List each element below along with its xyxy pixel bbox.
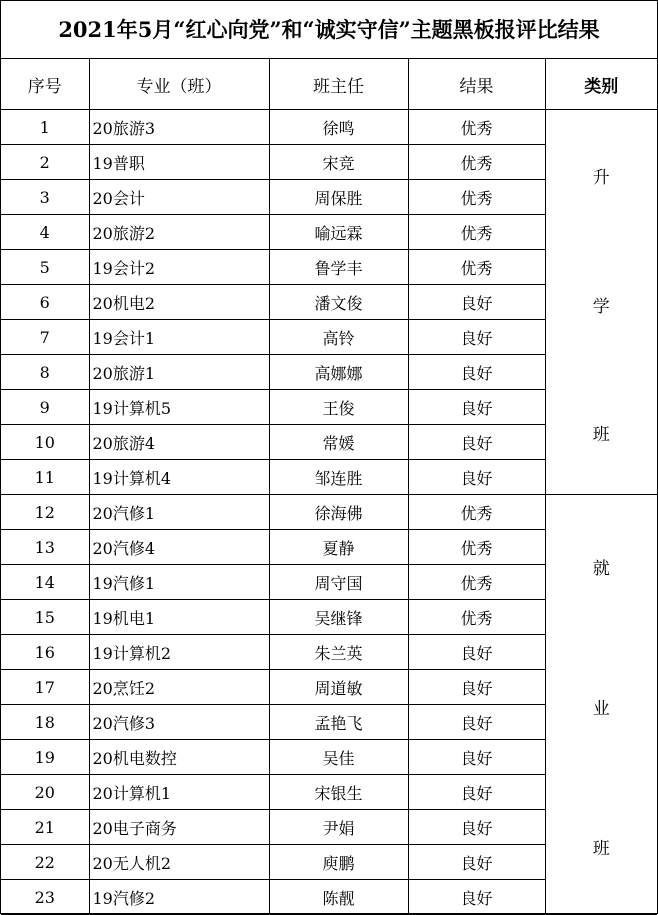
row-number: 4 bbox=[1, 215, 89, 250]
row-teacher: 王俊 bbox=[269, 390, 408, 425]
row-teacher: 宋竞 bbox=[269, 145, 408, 180]
row-result: 优秀 bbox=[408, 600, 545, 635]
header-row bbox=[1, 59, 657, 110]
row-result: 良好 bbox=[408, 635, 545, 670]
row-major: 19计算机5 bbox=[89, 390, 269, 425]
row-number: 19 bbox=[1, 740, 89, 775]
row-teacher: 常媛 bbox=[269, 425, 408, 460]
row-result: 优秀 bbox=[408, 250, 545, 285]
row-major: 19计算机4 bbox=[89, 460, 269, 495]
row-teacher: 孟艳飞 bbox=[269, 705, 408, 740]
row-teacher: 夏静 bbox=[269, 530, 408, 565]
row-major: 20旅游2 bbox=[89, 215, 269, 250]
row-result: 优秀 bbox=[408, 145, 545, 180]
row-result: 良好 bbox=[408, 845, 545, 880]
row-number: 14 bbox=[1, 565, 89, 600]
row-major: 20汽修4 bbox=[89, 530, 269, 565]
row-teacher: 喻远霖 bbox=[269, 215, 408, 250]
category-char: 就 bbox=[592, 559, 610, 579]
row-teacher: 周保胜 bbox=[269, 180, 408, 215]
row-number: 9 bbox=[1, 390, 89, 425]
row-number: 18 bbox=[1, 705, 89, 740]
row-major: 20汽修1 bbox=[89, 495, 269, 530]
row-result: 良好 bbox=[408, 320, 545, 355]
row-result: 良好 bbox=[408, 775, 545, 810]
table-body bbox=[1, 110, 657, 915]
row-major: 19会计1 bbox=[89, 320, 269, 355]
row-teacher: 朱兰英 bbox=[269, 635, 408, 670]
row-result: 优秀 bbox=[408, 215, 545, 250]
row-major: 19汽修1 bbox=[89, 565, 269, 600]
row-number: 2 bbox=[1, 145, 89, 180]
row-result: 良好 bbox=[408, 390, 545, 425]
row-number: 13 bbox=[1, 530, 89, 565]
row-teacher: 徐海佛 bbox=[269, 495, 408, 530]
header-teacher: 班主任 bbox=[269, 59, 408, 110]
row-teacher: 吴佳 bbox=[269, 740, 408, 775]
row-teacher: 邹连胜 bbox=[269, 460, 408, 495]
header-number: 序号 bbox=[1, 59, 89, 110]
row-major: 19普职 bbox=[89, 145, 269, 180]
row-number: 20 bbox=[1, 775, 89, 810]
row-number: 22 bbox=[1, 845, 89, 880]
row-number: 12 bbox=[1, 495, 89, 530]
category-char: 学 bbox=[592, 296, 610, 317]
row-result: 良好 bbox=[408, 810, 545, 845]
row-teacher: 陈靓 bbox=[269, 880, 408, 915]
row-result: 良好 bbox=[408, 355, 545, 390]
row-teacher: 周守国 bbox=[269, 565, 408, 600]
row-result: 良好 bbox=[408, 460, 545, 495]
category-char: 升 bbox=[592, 168, 610, 189]
category-char: 业 bbox=[592, 699, 610, 719]
row-major: 20电子商务 bbox=[89, 810, 269, 845]
row-number: 3 bbox=[1, 180, 89, 215]
row-number: 6 bbox=[1, 285, 89, 320]
row-major: 20烹饪2 bbox=[89, 670, 269, 705]
header-major: 专业（班） bbox=[89, 59, 269, 110]
page-title: 2021年5月“红心向党”和“诚实守信”主题黑板报评比结果 bbox=[1, 1, 657, 59]
row-teacher: 周道敏 bbox=[269, 670, 408, 705]
category-char: 班 bbox=[592, 424, 610, 445]
row-teacher: 庾鹏 bbox=[269, 845, 408, 880]
row-number: 1 bbox=[1, 110, 89, 145]
table-row bbox=[1, 110, 657, 145]
row-result: 优秀 bbox=[408, 495, 545, 530]
row-teacher: 潘文俊 bbox=[269, 285, 408, 320]
category-char: 班 bbox=[592, 839, 610, 859]
row-major: 20计算机1 bbox=[89, 775, 269, 810]
header-result: 结果 bbox=[408, 59, 545, 110]
row-teacher: 徐鸣 bbox=[269, 110, 408, 145]
row-number: 10 bbox=[1, 425, 89, 460]
row-result: 优秀 bbox=[408, 110, 545, 145]
row-result: 优秀 bbox=[408, 180, 545, 215]
row-teacher: 鲁学丰 bbox=[269, 250, 408, 285]
row-major: 19汽修2 bbox=[89, 880, 269, 915]
header-category: 类别 bbox=[545, 59, 657, 110]
row-major: 19计算机2 bbox=[89, 635, 269, 670]
row-teacher: 尹娟 bbox=[269, 810, 408, 845]
category-cell bbox=[545, 110, 657, 495]
row-major: 20旅游4 bbox=[89, 425, 269, 460]
row-major: 20无人机2 bbox=[89, 845, 269, 880]
row-result: 良好 bbox=[408, 880, 545, 915]
row-major: 20会计 bbox=[89, 180, 269, 215]
row-result: 良好 bbox=[408, 705, 545, 740]
row-result: 良好 bbox=[408, 740, 545, 775]
row-number: 7 bbox=[1, 320, 89, 355]
row-major: 20旅游3 bbox=[89, 110, 269, 145]
row-number: 16 bbox=[1, 635, 89, 670]
row-number: 5 bbox=[1, 250, 89, 285]
row-major: 19会计2 bbox=[89, 250, 269, 285]
row-result: 优秀 bbox=[408, 530, 545, 565]
row-number: 11 bbox=[1, 460, 89, 495]
row-number: 15 bbox=[1, 600, 89, 635]
row-major: 20机电2 bbox=[89, 285, 269, 320]
row-teacher: 吴继锋 bbox=[269, 600, 408, 635]
row-result: 良好 bbox=[408, 425, 545, 460]
results-table bbox=[1, 59, 657, 915]
row-teacher: 高铃 bbox=[269, 320, 408, 355]
category-cell bbox=[545, 495, 657, 915]
row-result: 优秀 bbox=[408, 565, 545, 600]
row-teacher: 宋银生 bbox=[269, 775, 408, 810]
row-result: 良好 bbox=[408, 285, 545, 320]
row-major: 20机电数控 bbox=[89, 740, 269, 775]
row-number: 21 bbox=[1, 810, 89, 845]
row-number: 8 bbox=[1, 355, 89, 390]
table-row bbox=[1, 495, 657, 530]
row-major: 20旅游1 bbox=[89, 355, 269, 390]
row-major: 19机电1 bbox=[89, 600, 269, 635]
row-major: 20汽修3 bbox=[89, 705, 269, 740]
row-result: 良好 bbox=[408, 670, 545, 705]
row-number: 23 bbox=[1, 880, 89, 915]
row-teacher: 高娜娜 bbox=[269, 355, 408, 390]
row-number: 17 bbox=[1, 670, 89, 705]
